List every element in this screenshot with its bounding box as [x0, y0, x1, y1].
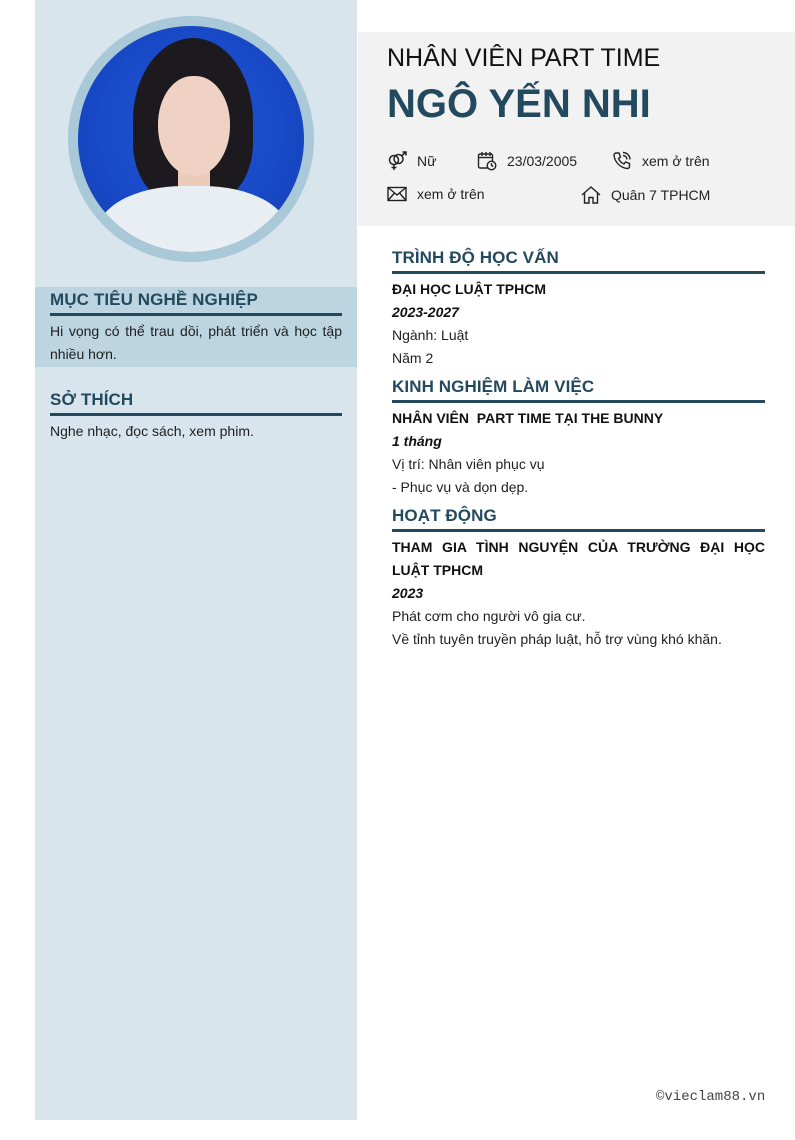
experience-period: 1 tháng: [392, 433, 442, 449]
gender-icon: [387, 151, 407, 171]
sidebar: [35, 0, 357, 1120]
objective-title: MỤC TIÊU NGHỀ NGHIỆP: [50, 290, 342, 316]
info-gender: [387, 151, 436, 171]
education-title: TRÌNH ĐỘ HỌC VẤN: [392, 248, 765, 274]
avatar-face: [158, 76, 230, 176]
experience-position: NHÂN VIÊN PART TIME TẠI THE BUNNY: [392, 410, 664, 426]
education-period: 2023-2027: [392, 304, 459, 320]
gender-value: Nữ: [417, 153, 437, 169]
hobbies-text: Nghe nhạc, đọc sách, xem phim.: [50, 423, 254, 439]
activity-line-2: Về tỉnh tuyên truyền pháp luật, hỗ trợ vùng khó khăn.: [392, 631, 722, 647]
education-major: Ngành: Luật: [392, 327, 469, 343]
job-title: NHÂN VIÊN PART TIME: [387, 44, 661, 72]
education-section: [392, 248, 765, 370]
full-name: NGÔ YẾN NHI: [387, 82, 651, 126]
hobbies-section: [50, 390, 342, 443]
objective-text: Hi vọng có thể trau dồi, phát triển và học tập nhiều hơn.: [50, 323, 342, 362]
address-value: Quân 7 TPHCM: [611, 187, 711, 203]
info-phone: [612, 151, 710, 171]
experience-section: [392, 377, 765, 499]
info-birthday: [477, 151, 577, 171]
phone-value: xem ở trên: [642, 153, 710, 169]
header: [358, 32, 795, 226]
watermark: ©vieclam88.vn: [656, 1089, 766, 1105]
avatar-frame: [68, 16, 314, 262]
phone-icon: [612, 151, 632, 171]
experience-title: KINH NGHIỆM LÀM VIỆC: [392, 377, 765, 403]
home-icon: [581, 185, 601, 205]
info-address: [581, 185, 710, 205]
activities-section: [392, 506, 765, 651]
email-value: xem ở trên: [417, 186, 485, 202]
avatar-shirt: [98, 186, 288, 252]
activities-title: HOẠT ĐỘNG: [392, 506, 765, 532]
education-year: Năm 2: [392, 350, 434, 366]
hobbies-title: SỞ THÍCH: [50, 390, 342, 416]
activity-period: 2023: [392, 585, 424, 601]
birthday-value: 23/03/2005: [507, 153, 578, 169]
experience-role: Vị trí: Nhân viên phục vụ: [392, 456, 545, 472]
info-email: [387, 186, 485, 202]
calendar-icon: [477, 151, 497, 171]
activity-line-1: Phát cơm cho người vô gia cư.: [392, 608, 586, 624]
objective-section: [50, 290, 342, 366]
experience-duty: - Phục vụ và dọn dẹp.: [392, 479, 529, 495]
envelope-icon: [387, 186, 407, 202]
avatar: [78, 26, 304, 252]
education-school: ĐẠI HỌC LUẬT TPHCM: [392, 281, 546, 297]
activity-name: THAM GIA TÌNH NGUYỆN CỦA TRƯỜNG ĐẠI HỌC LUẬT TPHCM: [392, 539, 765, 578]
